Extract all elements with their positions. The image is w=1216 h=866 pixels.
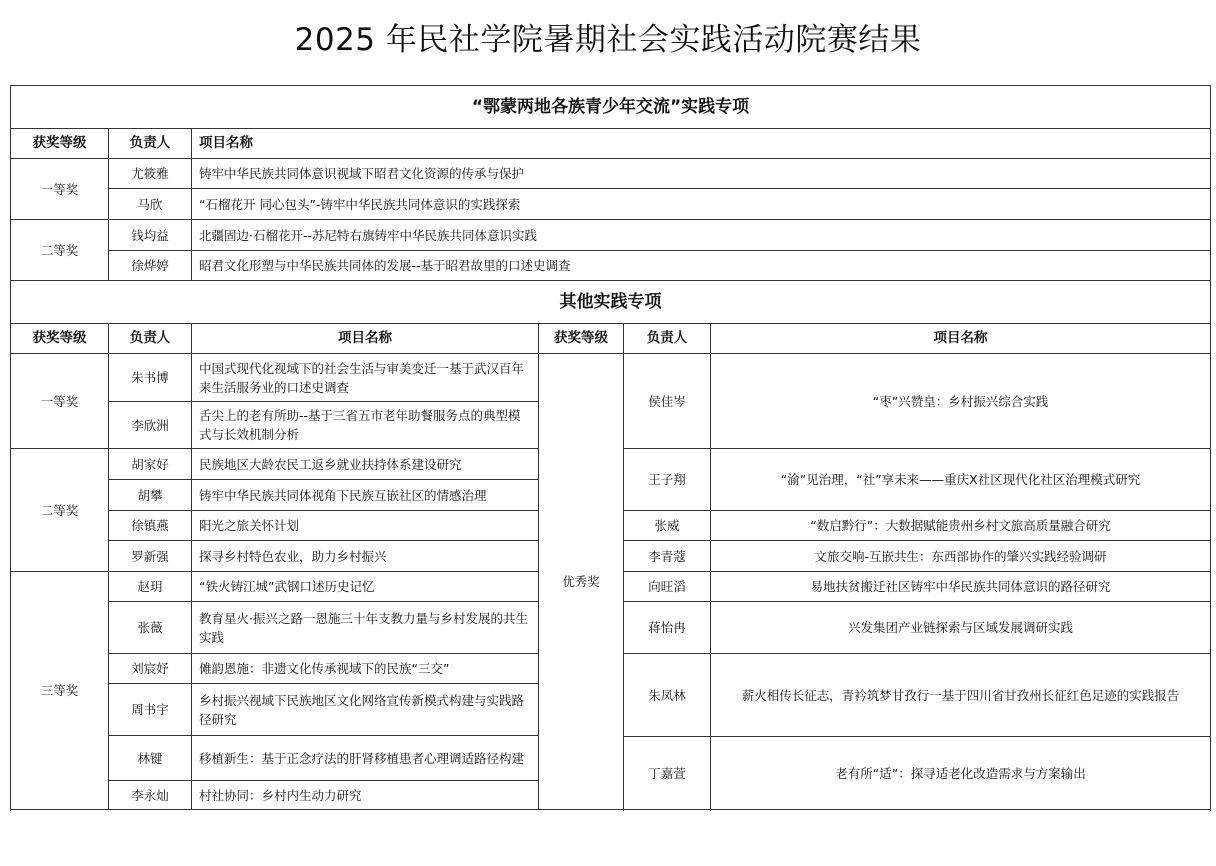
project-cell: 阳光之旅关怀计划 — [192, 511, 539, 541]
person-cell: 蒋怡冉 — [624, 602, 711, 654]
person-cell: 刘宸妤 — [109, 654, 192, 684]
project-cell: 铸牢中华民族共同体视角下民族互嵌社区的情感治理 — [192, 480, 539, 511]
table-row — [11, 251, 1211, 281]
person-cell: 马欣 — [109, 189, 192, 220]
header-project-name: 项目名称 — [192, 129, 1211, 159]
project-cell: 教育星火·振兴之路一恩施三十年支教力量与乡村发展的共生实践 — [192, 602, 539, 654]
table-row — [11, 159, 1211, 189]
person-cell: 李永灿 — [109, 781, 192, 810]
header-project-name: 项目名称 — [192, 324, 539, 354]
person-cell: 向旺滔 — [624, 572, 711, 602]
table-row — [11, 220, 1211, 251]
award-level-cell: 一等奖 — [11, 354, 109, 449]
person-cell: 尤筱雅 — [109, 159, 192, 189]
person-cell: 徐烨婷 — [109, 251, 192, 281]
header-award-level: 获奖等级 — [11, 324, 109, 354]
project-cell: “枣”兴赞皇：乡村振兴综合实践 — [711, 354, 1211, 449]
award-level-cell: 一等奖 — [11, 159, 109, 220]
header-person: 负责人 — [109, 324, 192, 354]
person-cell: 赵玥 — [109, 572, 192, 602]
header-award-level: 获奖等级 — [539, 324, 624, 354]
header-person: 负责人 — [624, 324, 711, 354]
person-cell: 张威 — [624, 511, 711, 541]
project-cell: 移植新生：基于正念疗法的肝肾移植患者心理调适路径构建 — [192, 736, 539, 781]
page-title: 2025 年民社学院暑期社会实践活动院赛结果 — [294, 22, 922, 58]
project-cell: 民族地区大龄农民工返乡就业扶持体系建设研究 — [192, 449, 539, 480]
header-project-name: 项目名称 — [711, 324, 1211, 354]
award-level-cell: 二等奖 — [11, 220, 109, 281]
project-cell: 易地扶贫搬迁社区铸牢中华民族共同体意识的路径研究 — [711, 572, 1211, 602]
person-cell: 丁嘉萱 — [624, 737, 711, 810]
person-cell: 李青蔻 — [624, 541, 711, 572]
award-level-cell: 二等奖 — [11, 449, 109, 572]
person-cell: 周书宇 — [109, 684, 192, 736]
header-person: 负责人 — [109, 129, 192, 159]
person-cell: 李欣洲 — [109, 402, 192, 449]
project-cell: 老有所“适”：探寻适老化改造需求与方案输出 — [711, 737, 1211, 810]
person-cell: 朱书博 — [109, 354, 192, 402]
project-cell: 昭君文化形塑与中华民族共同体的发展--基于昭君故里的口述史调查 — [192, 251, 1211, 281]
section1-table — [10, 85, 1211, 324]
project-cell: 北疆固边·石榴花开--苏尼特右旗铸牢中华民族共同体意识实践 — [192, 220, 1211, 251]
project-cell: 舌尖上的老有所助--基于三省五市老年助餐服务点的典型模式与长效机制分析 — [192, 402, 539, 449]
person-cell: 胡家好 — [109, 449, 192, 480]
project-cell: “渝”见治理，“社”享未来——重庆X社区现代化社区治理模式研究 — [711, 449, 1211, 511]
project-cell: 薪火相传长征志，青衿筑梦甘孜行一基于四川省甘孜州长征红色足迹的实践报告 — [711, 654, 1211, 737]
project-cell: 中国式现代化视域下的社会生活与审美变迁一基于武汉百年来生活服务业的口述史调查 — [192, 354, 539, 402]
person-cell: 徐镇燕 — [109, 511, 192, 541]
person-cell: 罗新强 — [109, 541, 192, 572]
table-row — [11, 189, 1211, 220]
person-cell: 张薇 — [109, 602, 192, 654]
project-cell: “数启黔行”：大数据赋能贵州乡村文旅高质量融合研究 — [711, 511, 1211, 541]
person-cell: 林键 — [109, 736, 192, 781]
person-cell: 朱凤林 — [624, 654, 711, 737]
award-level-cell: 优秀奖 — [539, 354, 624, 810]
person-cell: 王子翔 — [624, 449, 711, 511]
project-cell: “铁火铸江城”武钢口述历史记忆 — [192, 572, 539, 602]
project-cell: 乡村振兴视域下民族地区文化网络宣传新模式构建与实践路径研究 — [192, 684, 539, 736]
project-cell: 村社协同：乡村内生动力研究 — [192, 781, 539, 810]
award-level-cell: 三等奖 — [11, 572, 109, 810]
project-cell: 探寻乡村特色农业，助力乡村振兴 — [192, 541, 539, 572]
section1-title: “鄂蒙两地各族青少年交流”实践专项 — [11, 86, 1211, 129]
person-cell: 钱均益 — [109, 220, 192, 251]
section2-title: 其他实践专项 — [11, 281, 1211, 324]
section2-table — [10, 323, 1211, 810]
header-award-level: 获奖等级 — [11, 129, 109, 159]
project-cell: 文旅交响-互嵌共生：东西部协作的肇兴实践经验调研 — [711, 541, 1211, 572]
table-row — [11, 354, 1211, 402]
person-cell: 侯佳岑 — [624, 354, 711, 449]
project-cell: 傩韵恩施：非遗文化传承视域下的民族“三交” — [192, 654, 539, 684]
person-cell: 胡攀 — [109, 480, 192, 511]
project-cell: “石榴花开 同心包头”-铸牢中华民族共同体意识的实践探索 — [192, 189, 1211, 220]
project-cell: 铸牢中华民族共同体意识视域下昭君文化资源的传承与保护 — [192, 159, 1211, 189]
project-cell: 兴发集团产业链探索与区域发展调研实践 — [711, 602, 1211, 654]
